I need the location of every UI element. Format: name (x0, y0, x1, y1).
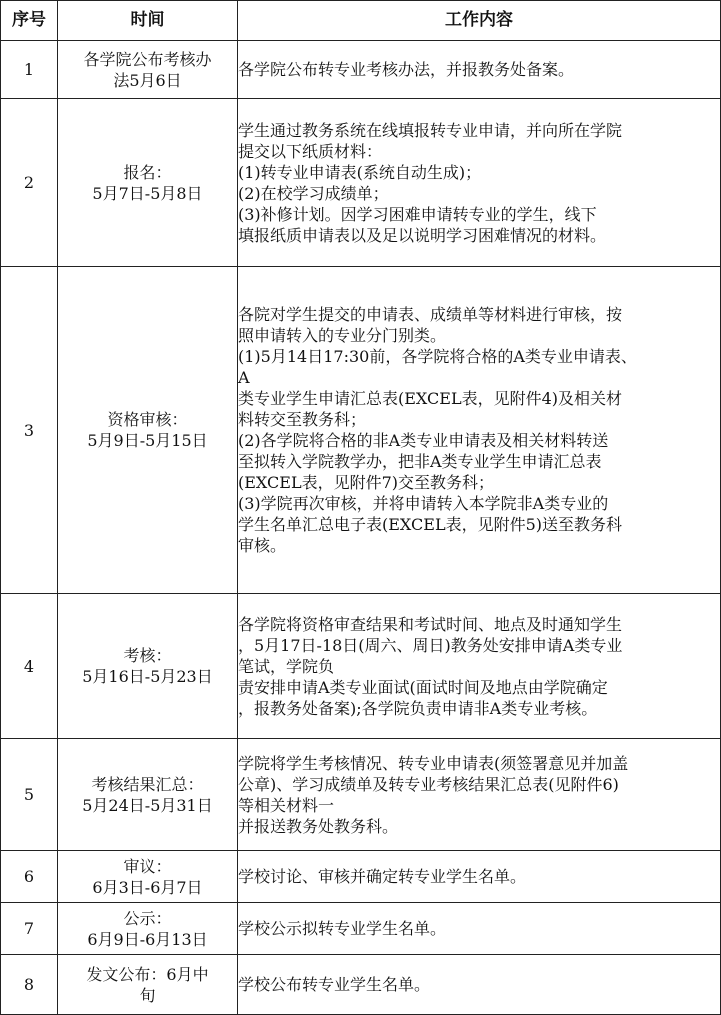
content-line: 学生名单汇总电子表(EXCEL表，见附件5)送至教务科 (238, 515, 623, 534)
table-row (1, 851, 721, 903)
time-line: 旬 (139, 985, 156, 1005)
content-line: ，5月17日-18日(周六、周日)教务处安排申请A类专业 (238, 635, 623, 655)
content-line: 学校公布转专业学生名单。 (238, 975, 431, 994)
content-line: ，报教务处备案);各学院负责申请非A类专业考核。 (238, 698, 598, 718)
content-line: (EXCEL表，见附件7)交至教务科； (238, 473, 495, 492)
time-line: 公示： (123, 908, 172, 928)
table-row (1, 267, 721, 594)
time-line: 6月3日-6月7日 (92, 877, 203, 897)
row-time (58, 99, 238, 267)
time-line: 发文公布：6月中 (86, 964, 209, 984)
row-content (238, 41, 721, 99)
row-time (58, 267, 238, 594)
header-content: 工作内容 (238, 1, 721, 41)
header-num: 序号 (1, 1, 58, 41)
content-line: (3)补修计划。因学习困难申请转专业的学生，线下 (238, 204, 597, 224)
content-line: 审核。 (238, 536, 287, 555)
content-line: A (238, 368, 250, 387)
time-line: 5月24日-5月31日 (82, 795, 213, 815)
row-content (238, 739, 721, 851)
header-row (1, 1, 721, 41)
table-row (1, 99, 721, 267)
content-line: 学校公示拟转专业学生名单。 (238, 919, 447, 938)
content-line: 至拟转入学院教学办，把非A类专业学生申请汇总表 (238, 452, 602, 471)
content-line: 类专业学生申请汇总表(EXCEL表，见附件4)及相关材 (238, 389, 623, 408)
time-line: 报名： (123, 162, 172, 182)
content-line: 笔试，学院负 (238, 656, 335, 676)
row-number: 2 (1, 99, 58, 267)
time-line: 审议： (123, 856, 172, 876)
row-time (58, 851, 238, 903)
table-row (1, 739, 721, 851)
table-row (1, 903, 721, 955)
content-line: 责安排申请A类专业面试(面试时间及地点由学院确定 (238, 677, 608, 697)
content-line: 公章)、学习成绩单及转专业考核结果汇总表(见附件6) (238, 774, 619, 794)
time-line: 考核结果汇总： (91, 774, 204, 794)
row-number: 8 (1, 955, 58, 1015)
header-time: 时间 (58, 1, 238, 41)
content-line: 学校讨论、审核并确定转专业学生名单。 (238, 867, 527, 886)
content-line: 并报送教务处教务科。 (238, 816, 399, 836)
row-time (58, 903, 238, 955)
row-content (238, 851, 721, 903)
time-line: 5月16日-5月23日 (82, 667, 213, 686)
row-time (58, 739, 238, 851)
content-line: 各学院公布转专业考核办法，并报教务处备案。 (238, 60, 575, 79)
content-line: (2)各学院将合格的非A类专业申请表及相关材料转送 (238, 431, 609, 450)
content-line: (3)学院再次审核，并将申请转入本学院非A类专业的 (238, 494, 609, 513)
table-row (1, 41, 721, 99)
content-line: 照申请转入的专业分门别类。 (238, 326, 447, 345)
content-line: 各院对学生提交的申请表、成绩单等材料进行审核，按 (238, 305, 623, 324)
time-line: 考核： (123, 646, 172, 665)
row-number: 3 (1, 267, 58, 594)
content-line: 学生通过教务系统在线填报转专业申请，并向所在学院 (238, 120, 623, 140)
content-line: 各学院将资格审查结果和考试时间、地点及时通知学生 (238, 614, 623, 634)
schedule-body (1, 41, 721, 1015)
time-line: 法5月6日 (113, 70, 182, 90)
row-time (58, 955, 238, 1015)
content-line: (1)5月14日17:30前，各学院将合格的A类专业申请表、 (238, 347, 637, 366)
time-line: 5月9日-5月15日 (87, 431, 208, 450)
content-line: 提交以下纸质材料： (238, 141, 383, 161)
row-content (238, 99, 721, 267)
time-line: 各学院公布考核办 (83, 49, 212, 69)
row-number: 1 (1, 41, 58, 99)
row-content (238, 594, 721, 739)
row-content (238, 903, 721, 955)
content-line: (2)在校学习成绩单； (238, 183, 389, 203)
time-line: 资格审核： (107, 410, 188, 429)
row-time (58, 41, 238, 99)
content-line: 学院将学生考核情况、转专业申请表(须签署意见并加盖 (238, 753, 629, 773)
row-content (238, 955, 721, 1015)
row-content (238, 267, 721, 594)
row-number: 4 (1, 594, 58, 739)
content-line: (1)转专业申请表(系统自动生成)； (238, 162, 482, 182)
table-row (1, 955, 721, 1015)
time-line: 6月9日-6月13日 (87, 929, 208, 949)
table-row (1, 594, 721, 739)
content-line: 料转交至教务科； (238, 410, 367, 429)
content-line: 填报纸质申请表以及足以说明学习困难情况的材料。 (238, 225, 607, 245)
content-line: 等相关材料一 (238, 795, 335, 815)
row-number: 5 (1, 739, 58, 851)
row-time (58, 594, 238, 739)
row-number: 6 (1, 851, 58, 903)
time-line: 5月7日-5月8日 (92, 183, 203, 203)
row-number: 7 (1, 903, 58, 955)
